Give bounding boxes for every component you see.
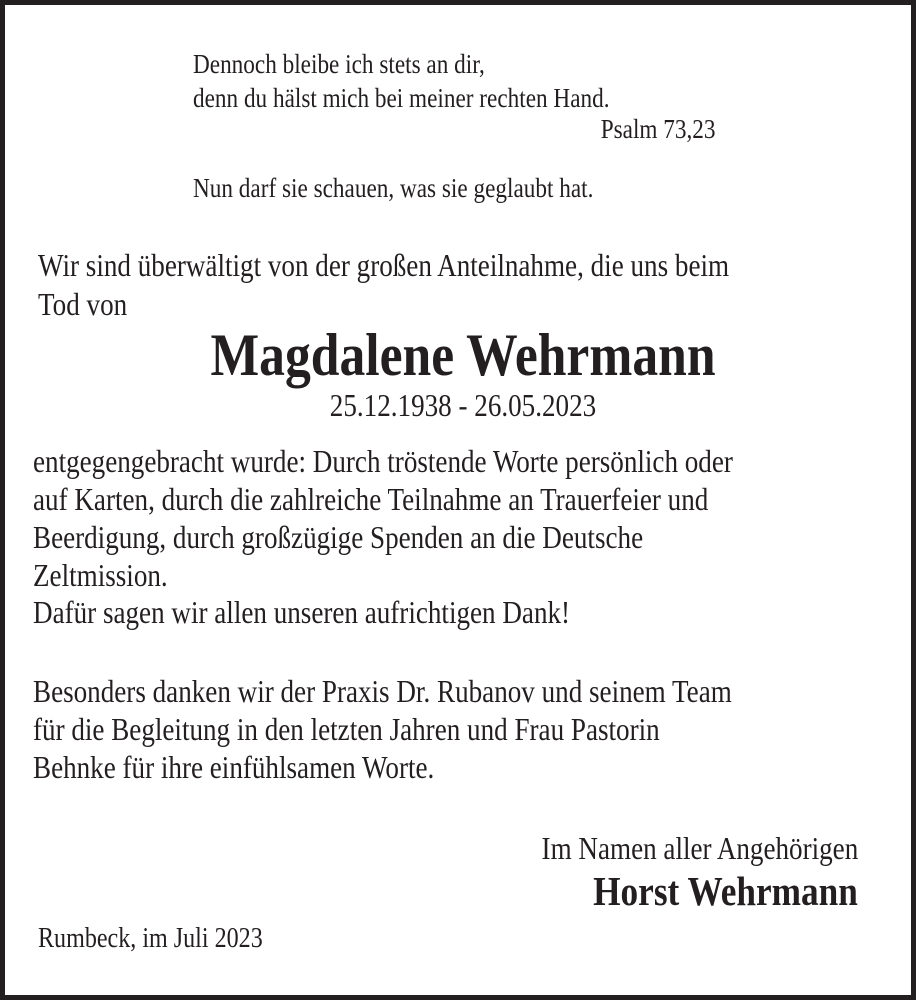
- intro-line-2: Tod von: [38, 287, 128, 322]
- paragraph2-line-3: Behnke für ihre einfühlsamen Worte.: [33, 750, 435, 785]
- paragraph1-line-2: auf Karten, durch die zahlreiche Teilnahme an Trauerfeier und: [33, 482, 709, 517]
- paragraph2-line-1: Besonders danken wir der Praxis Dr. Rubanov und seinem Team: [33, 674, 732, 709]
- signature-name: Horst Wehrmann: [593, 868, 858, 914]
- paragraph1-line-1: entgegengebracht wurde: Durch tröstende Worte persönlich oder: [33, 444, 733, 479]
- paragraph1-line-5: Dafür sagen wir allen unseren aufrichtigen Dank!: [33, 595, 571, 630]
- signature-preface: Im Namen aller Angehörigen: [541, 831, 858, 866]
- deceased-name: Magdalene Wehrmann: [210, 322, 716, 388]
- paragraph1-line-4: Zeltmission.: [33, 558, 168, 593]
- verse-line-2: denn du hälst mich bei meiner rechten Hand.: [193, 83, 610, 113]
- intro-line-1: Wir sind überwältigt von der großen Anteilnahme, die uns beim: [38, 248, 730, 283]
- motto-line: Nun darf sie schauen, was sie geglaubt hat.: [193, 173, 594, 203]
- paragraph1-line-3: Beerdigung, durch großzügige Spenden an die Deutsche: [33, 520, 644, 555]
- deceased-dates: 25.12.1938 - 26.05.2023: [329, 388, 597, 423]
- verse-line-1: Dennoch bleibe ich stets an dir,: [193, 49, 485, 79]
- verse-reference: Psalm 73,23: [601, 114, 716, 144]
- place-date: Rumbeck, im Juli 2023: [38, 923, 263, 954]
- paragraph2-line-2: für die Begleitung in den letzten Jahren und Frau Pastorin: [33, 712, 660, 747]
